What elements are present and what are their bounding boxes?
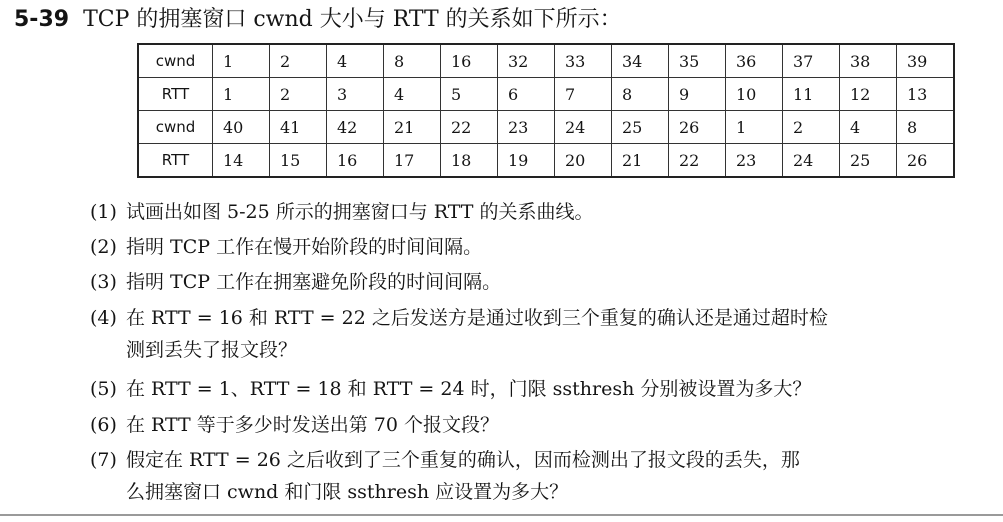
table-cell: 20 (555, 144, 612, 178)
table-cell: 24 (555, 111, 612, 144)
table-cell: 25 (612, 111, 669, 144)
table-cell: 10 (726, 78, 783, 111)
table-cell: 4 (327, 44, 384, 78)
question-text: 指明 TCP 工作在拥塞避免阶段的时间间隔。 (126, 271, 502, 293)
table-cell: 2 (270, 78, 327, 111)
table-cell: 33 (555, 44, 612, 78)
question-5 (90, 373, 811, 405)
table-cell: 19 (498, 144, 555, 178)
problem-title: TCP 的拥塞窗口 cwnd 大小与 RTT 的关系如下所示： (83, 7, 622, 32)
table-cell: 23 (498, 111, 555, 144)
row-header-cell: RTT (138, 78, 213, 111)
table-cell: 3 (327, 78, 384, 111)
table-cell: 35 (669, 44, 726, 78)
question-6 (90, 409, 499, 441)
table-cell: 23 (726, 144, 783, 178)
table-cell: 15 (270, 144, 327, 178)
table-cell: 9 (669, 78, 726, 111)
question-7 (90, 444, 800, 508)
table-cell: 2 (270, 44, 327, 78)
table-cell: 18 (441, 144, 498, 178)
table-row (138, 78, 954, 111)
table-cell: 26 (897, 144, 955, 178)
table-cell: 1 (726, 111, 783, 144)
table-cell: 17 (384, 144, 441, 178)
question-text-continued: 测到丢失了报文段？ (126, 339, 298, 361)
question-text: 在 RTT = 16 和 RTT = 22 之后发送方是通过收到三个重复的确认还是通过超时检 (126, 307, 828, 329)
row-header-cell: cwnd (138, 111, 213, 144)
table-cell: 4 (840, 111, 897, 144)
problem-heading (14, 6, 622, 34)
cwnd-rtt-table-wrap (137, 43, 955, 178)
table-cell: 21 (612, 144, 669, 178)
table-cell: 14 (213, 144, 270, 178)
table-cell: 41 (270, 111, 327, 144)
question-text-continued: 么拥塞窗口 cwnd 和门限 ssthresh 应设置为多大？ (126, 481, 569, 503)
question-text: 试画出如图 5-25 所示的拥塞窗口与 RTT 的关系曲线。 (126, 201, 594, 223)
table-cell: 6 (498, 78, 555, 111)
question-text: 在 RTT = 1、RTT = 18 和 RTT = 24 时，门限 ssthresh 分别被设置为多大？ (126, 378, 812, 400)
question-4 (90, 302, 828, 366)
table-cell: 39 (897, 44, 955, 78)
table-row (138, 44, 954, 78)
table-cell: 5 (441, 78, 498, 111)
table-cell: 1 (213, 78, 270, 111)
table-cell: 22 (669, 144, 726, 178)
table-cell: 37 (783, 44, 840, 78)
question-number: (3) (90, 271, 117, 293)
table-cell: 26 (669, 111, 726, 144)
problem-number: 5-39 (14, 7, 70, 32)
table-cell: 8 (384, 44, 441, 78)
table-cell: 11 (783, 78, 840, 111)
table-cell: 24 (783, 144, 840, 178)
table-cell: 21 (384, 111, 441, 144)
table-cell: 16 (441, 44, 498, 78)
question-1 (90, 196, 594, 228)
table-cell: 34 (612, 44, 669, 78)
question-3 (90, 266, 501, 298)
table-cell: 1 (213, 44, 270, 78)
question-text: 指明 TCP 工作在慢开始阶段的时间间隔。 (126, 236, 483, 258)
table-cell: 22 (441, 111, 498, 144)
page-bottom-rule (0, 514, 1003, 516)
table-cell: 8 (612, 78, 669, 111)
table-cell: 38 (840, 44, 897, 78)
question-number: (1) (90, 201, 117, 223)
question-number: (4) (90, 307, 117, 329)
table-cell: 16 (327, 144, 384, 178)
question-2 (90, 231, 482, 263)
table-cell: 12 (840, 78, 897, 111)
table-cell: 40 (213, 111, 270, 144)
question-number: (7) (90, 449, 117, 471)
question-text: 在 RTT 等于多少时发送出第 70 个报文段？ (126, 414, 500, 436)
question-number: (2) (90, 236, 117, 258)
question-number: (6) (90, 414, 117, 436)
table-cell: 8 (897, 111, 955, 144)
table-row (138, 144, 954, 178)
table-cell: 4 (384, 78, 441, 111)
row-header-cell: cwnd (138, 44, 213, 78)
table-row (138, 111, 954, 144)
question-text: 假定在 RTT = 26 之后收到了三个重复的确认，因而检测出了报文段的丢失，那 (126, 449, 800, 471)
table-cell: 7 (555, 78, 612, 111)
table-cell: 13 (897, 78, 955, 111)
table-cell: 36 (726, 44, 783, 78)
cwnd-rtt-table (137, 43, 955, 178)
table-cell: 42 (327, 111, 384, 144)
table-cell: 2 (783, 111, 840, 144)
table-cell: 25 (840, 144, 897, 178)
row-header-cell: RTT (138, 144, 213, 178)
table-cell: 32 (498, 44, 555, 78)
question-number: (5) (90, 378, 117, 400)
